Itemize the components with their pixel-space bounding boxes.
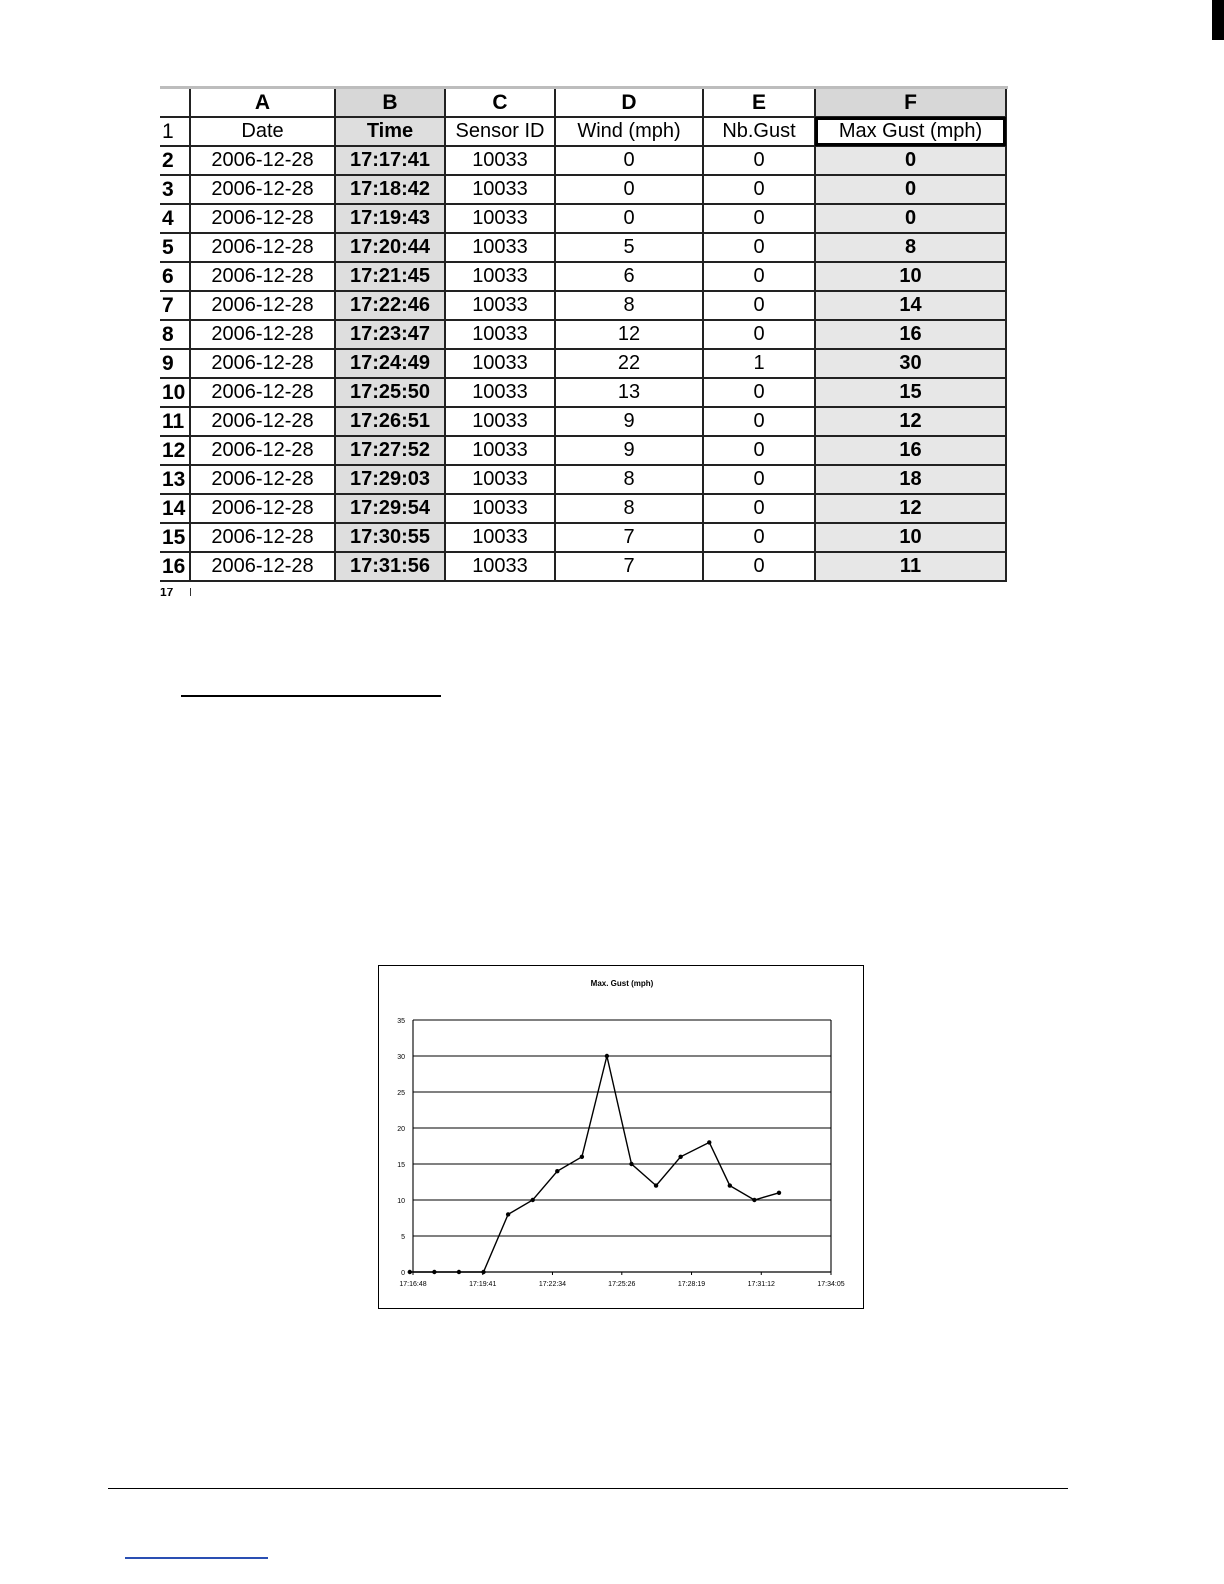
data-point <box>629 1162 633 1166</box>
row-number[interactable]: 9 <box>160 349 190 378</box>
cell-date[interactable]: 2006-12-28 <box>190 204 335 233</box>
cell-sensor-id[interactable]: 10033 <box>445 204 555 233</box>
data-point <box>580 1155 584 1159</box>
cell-nb-gust[interactable]: 0 <box>703 494 815 523</box>
cell-time[interactable]: 17:20:44 <box>335 233 445 262</box>
cell-nb-gust[interactable]: 0 <box>703 407 815 436</box>
row-number[interactable]: 12 <box>160 436 190 465</box>
column-header-f[interactable]: F <box>815 89 1006 117</box>
cell-max-gust[interactable]: 10 <box>815 523 1006 552</box>
cell-sensor-id[interactable]: 10033 <box>445 436 555 465</box>
cell-sensor-id[interactable]: 10033 <box>445 146 555 175</box>
cell-nb-gust[interactable]: 0 <box>703 465 815 494</box>
cell-sensor-id[interactable]: 10033 <box>445 465 555 494</box>
cell-time[interactable]: 17:21:45 <box>335 262 445 291</box>
cell-wind[interactable]: 8 <box>555 291 703 320</box>
cell-wind[interactable]: 7 <box>555 552 703 581</box>
cell-max-gust[interactable]: 16 <box>815 436 1006 465</box>
cell-wind[interactable]: 6 <box>555 262 703 291</box>
cell-nb-gust[interactable]: 0 <box>703 175 815 204</box>
cell-max-gust[interactable]: 0 <box>815 204 1006 233</box>
cell-time[interactable]: 17:27:52 <box>335 436 445 465</box>
row-number[interactable]: 5 <box>160 233 190 262</box>
y-tick-label: 5 <box>401 1234 405 1241</box>
spreadsheet <box>160 86 1008 582</box>
cell-date[interactable]: 2006-12-28 <box>190 146 335 175</box>
row-number[interactable]: 11 <box>160 407 190 436</box>
table-row <box>160 320 1006 349</box>
cell-nb-gust[interactable]: 0 <box>703 146 815 175</box>
x-tick-label: 17:22:34 <box>538 1281 567 1288</box>
y-tick-label: 0 <box>401 1270 405 1277</box>
cell-date[interactable]: 2006-12-28 <box>190 523 335 552</box>
data-point <box>408 1270 412 1274</box>
table-row <box>160 407 1006 436</box>
chart-title: Max. Gust (mph) <box>590 979 654 988</box>
row-number[interactable]: 15 <box>160 523 190 552</box>
cell-sensor-id[interactable]: 10033 <box>445 552 555 581</box>
cell-time[interactable]: 17:30:55 <box>335 523 445 552</box>
table-row <box>160 465 1006 494</box>
cell-sensor-id[interactable]: 10033 <box>445 523 555 552</box>
cell-wind[interactable]: 0 <box>555 204 703 233</box>
select-all-corner[interactable] <box>160 89 190 117</box>
cell-max-gust[interactable]: 18 <box>815 465 1006 494</box>
table-row <box>160 494 1006 523</box>
table-row <box>160 378 1006 407</box>
header-cell-wind[interactable]: Wind (mph) <box>555 117 703 146</box>
header-cell-sensor-id[interactable]: Sensor ID <box>445 117 555 146</box>
cell-max-gust[interactable]: 0 <box>815 146 1006 175</box>
cell-nb-gust[interactable]: 0 <box>703 552 815 581</box>
cell-date[interactable]: 2006-12-28 <box>190 436 335 465</box>
cell-time[interactable]: 17:23:47 <box>335 320 445 349</box>
cell-date[interactable]: 2006-12-28 <box>190 407 335 436</box>
data-point <box>506 1212 510 1216</box>
data-point <box>777 1191 781 1195</box>
line-chart <box>379 966 862 1307</box>
cell-wind[interactable]: 0 <box>555 146 703 175</box>
column-header-d[interactable]: D <box>555 89 703 117</box>
table-row <box>160 204 1006 233</box>
cell-max-gust[interactable]: 11 <box>815 552 1006 581</box>
cell-wind[interactable]: 9 <box>555 407 703 436</box>
column-header-c[interactable]: C <box>445 89 555 117</box>
row-number[interactable]: 2 <box>160 146 190 175</box>
column-header-e[interactable]: E <box>703 89 815 117</box>
cell-time[interactable]: 17:25:50 <box>335 378 445 407</box>
x-tick-label: 17:25:26 <box>608 1281 636 1288</box>
x-tick-label: 17:19:41 <box>469 1281 497 1288</box>
data-point <box>728 1183 732 1187</box>
data-point <box>654 1183 658 1187</box>
cell-time[interactable]: 17:18:42 <box>335 175 445 204</box>
cell-nb-gust[interactable]: 0 <box>703 204 815 233</box>
y-tick-label: 30 <box>397 1054 405 1061</box>
cell-date[interactable]: 2006-12-28 <box>190 552 335 581</box>
cell-nb-gust[interactable]: 1 <box>703 349 815 378</box>
row-number[interactable]: 8 <box>160 320 190 349</box>
footer-rule <box>108 1488 1068 1489</box>
cell-wind[interactable]: 22 <box>555 349 703 378</box>
data-point <box>707 1140 711 1144</box>
row-number[interactable]: 4 <box>160 204 190 233</box>
cell-nb-gust[interactable]: 0 <box>703 378 815 407</box>
cell-time[interactable]: 17:29:03 <box>335 465 445 494</box>
cell-sensor-id[interactable]: 10033 <box>445 378 555 407</box>
cell-sensor-id[interactable]: 10033 <box>445 349 555 378</box>
y-tick-label: 10 <box>397 1198 405 1205</box>
cell-wind[interactable]: 8 <box>555 465 703 494</box>
cell-wind[interactable]: 8 <box>555 494 703 523</box>
chart-container <box>378 965 864 1309</box>
row-number[interactable]: 13 <box>160 465 190 494</box>
row-number[interactable]: 14 <box>160 494 190 523</box>
cell-nb-gust[interactable]: 0 <box>703 523 815 552</box>
data-point <box>432 1270 436 1274</box>
row-number[interactable]: 10 <box>160 378 190 407</box>
cell-nb-gust[interactable]: 0 <box>703 436 815 465</box>
row-number-next: 17 <box>160 588 191 596</box>
x-tick-label: 17:31:12 <box>747 1281 775 1288</box>
cell-time[interactable]: 17:17:41 <box>335 146 445 175</box>
cell-max-gust[interactable]: 12 <box>815 407 1006 436</box>
cell-wind[interactable]: 9 <box>555 436 703 465</box>
column-header-row <box>160 89 1006 117</box>
cell-sensor-id[interactable]: 10033 <box>445 233 555 262</box>
row-number[interactable]: 3 <box>160 175 190 204</box>
x-tick-label: 17:28:19 <box>677 1281 706 1288</box>
y-tick-label: 25 <box>397 1090 405 1097</box>
y-tick-label: 35 <box>397 1018 405 1025</box>
data-point <box>605 1054 609 1058</box>
cell-max-gust[interactable]: 0 <box>815 175 1006 204</box>
cell-nb-gust[interactable]: 0 <box>703 262 815 291</box>
cell-sensor-id[interactable]: 10033 <box>445 494 555 523</box>
cell-date[interactable]: 2006-12-28 <box>190 233 335 262</box>
cell-wind[interactable]: 0 <box>555 175 703 204</box>
cell-time[interactable]: 17:31:56 <box>335 552 445 581</box>
cell-time[interactable]: 17:29:54 <box>335 494 445 523</box>
cell-date[interactable]: 2006-12-28 <box>190 494 335 523</box>
x-tick-label: 17:16:48 <box>399 1281 427 1288</box>
column-header-b[interactable]: B <box>335 89 445 117</box>
cell-date[interactable]: 2006-12-28 <box>190 349 335 378</box>
page-edge-mark <box>1212 0 1224 40</box>
heading-underline <box>181 695 441 697</box>
cell-date[interactable]: 2006-12-28 <box>190 262 335 291</box>
data-point <box>457 1270 461 1274</box>
cell-wind[interactable]: 7 <box>555 523 703 552</box>
cell-date[interactable]: 2006-12-28 <box>190 378 335 407</box>
data-point <box>555 1169 559 1173</box>
y-tick-label: 20 <box>397 1126 405 1133</box>
cell-date[interactable]: 2006-12-28 <box>190 175 335 204</box>
table-row <box>160 523 1006 552</box>
row-number[interactable]: 1 <box>160 117 190 146</box>
cell-max-gust[interactable]: 10 <box>815 262 1006 291</box>
cell-date[interactable]: 2006-12-28 <box>190 465 335 494</box>
cell-sensor-id[interactable]: 10033 <box>445 320 555 349</box>
table-row <box>160 291 1006 320</box>
cell-time[interactable]: 17:26:51 <box>335 407 445 436</box>
cell-date[interactable]: 2006-12-28 <box>190 320 335 349</box>
data-point <box>531 1198 535 1202</box>
table-row <box>160 349 1006 378</box>
header-row <box>160 117 1006 146</box>
row-number[interactable]: 16 <box>160 552 190 581</box>
y-tick-label: 15 <box>397 1162 405 1169</box>
cell-time[interactable]: 17:24:49 <box>335 349 445 378</box>
footer-link-underline <box>125 1557 268 1559</box>
table-row <box>160 233 1006 262</box>
data-point <box>678 1155 682 1159</box>
x-tick-label: 17:34:05 <box>817 1281 845 1288</box>
cell-nb-gust[interactable]: 0 <box>703 291 815 320</box>
cell-max-gust[interactable]: 15 <box>815 378 1006 407</box>
row-number[interactable]: 6 <box>160 262 190 291</box>
header-cell-nb-gust[interactable]: Nb.Gust <box>703 117 815 146</box>
cell-time[interactable]: 17:22:46 <box>335 291 445 320</box>
cell-max-gust[interactable]: 14 <box>815 291 1006 320</box>
column-header-a[interactable]: A <box>190 89 335 117</box>
table-row <box>160 436 1006 465</box>
cell-wind[interactable]: 5 <box>555 233 703 262</box>
cell-wind[interactable]: 13 <box>555 378 703 407</box>
header-cell-date[interactable]: Date <box>190 117 335 146</box>
header-cell-max-gust-selected[interactable]: Max Gust (mph) <box>815 117 1006 146</box>
cell-max-gust[interactable]: 12 <box>815 494 1006 523</box>
table-row <box>160 552 1006 581</box>
table-row <box>160 175 1006 204</box>
cell-max-gust[interactable]: 30 <box>815 349 1006 378</box>
cell-sensor-id[interactable]: 10033 <box>445 175 555 204</box>
cell-max-gust[interactable]: 16 <box>815 320 1006 349</box>
data-table <box>160 89 1007 582</box>
cell-nb-gust[interactable]: 0 <box>703 233 815 262</box>
cell-wind[interactable]: 12 <box>555 320 703 349</box>
cell-nb-gust[interactable]: 0 <box>703 320 815 349</box>
data-point <box>752 1198 756 1202</box>
row-number[interactable]: 7 <box>160 291 190 320</box>
cell-date[interactable]: 2006-12-28 <box>190 291 335 320</box>
table-row <box>160 262 1006 291</box>
cell-sensor-id[interactable]: 10033 <box>445 407 555 436</box>
cell-max-gust[interactable]: 8 <box>815 233 1006 262</box>
data-point <box>481 1270 485 1274</box>
header-cell-time[interactable]: Time <box>335 117 445 146</box>
cell-sensor-id[interactable]: 10033 <box>445 262 555 291</box>
table-row <box>160 146 1006 175</box>
cell-sensor-id[interactable]: 10033 <box>445 291 555 320</box>
cell-time[interactable]: 17:19:43 <box>335 204 445 233</box>
